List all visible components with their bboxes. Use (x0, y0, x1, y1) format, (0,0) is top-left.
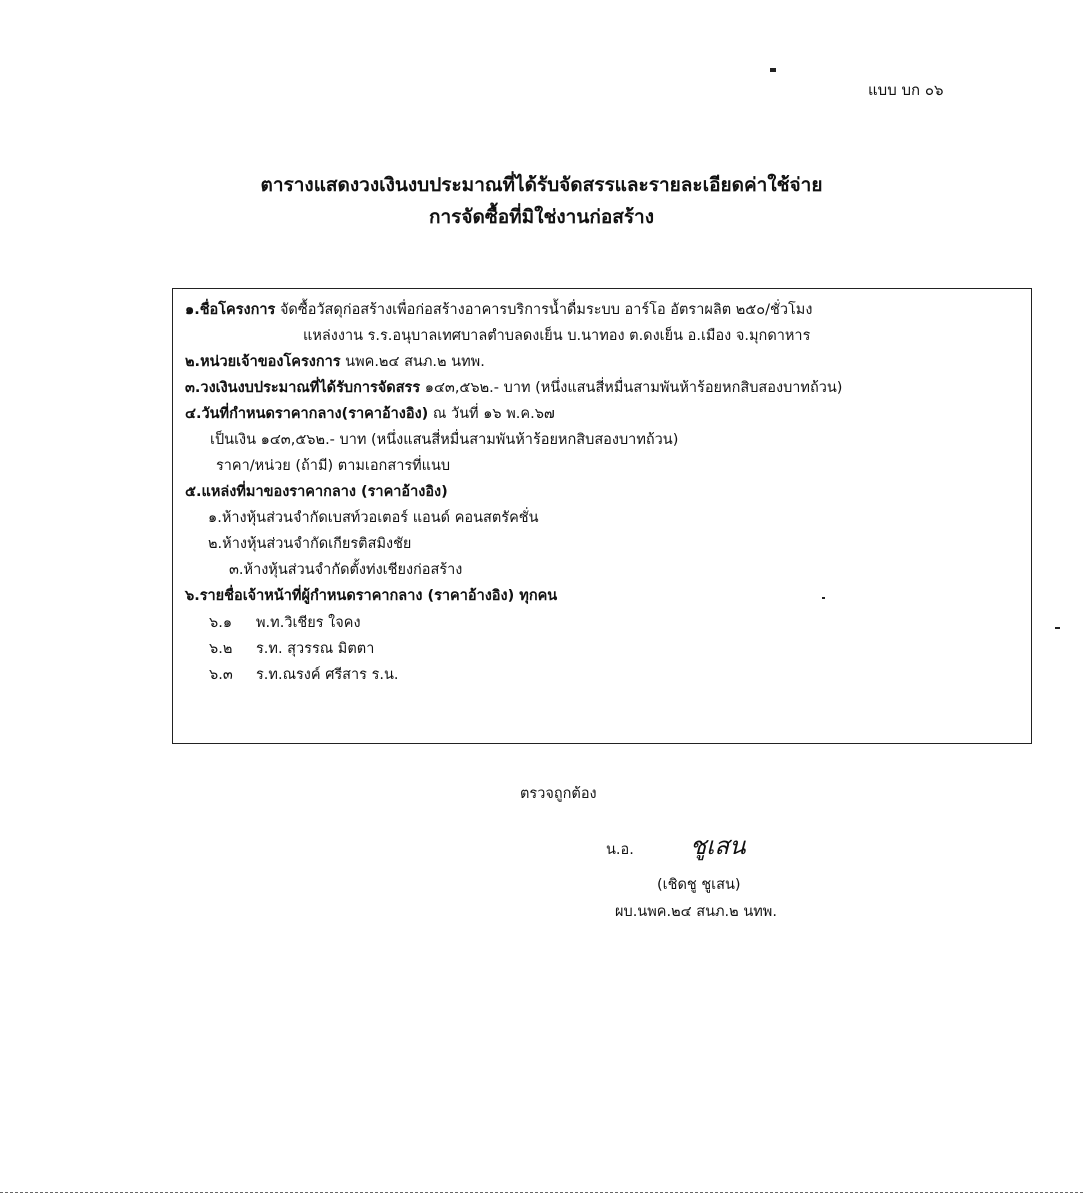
project-location: แหล่งงาน ร.ร.อนุบาลเทศบาลตำบลดงเย็น บ.นาทอง ต.ดงเย็น อ.เมือง จ.มุกดาหาร (303, 328, 811, 344)
page-title: ตารางแสดงวงเงินงบประมาณที่ได้รับจัดสรรและรายละเอียดค่าใช้จ่าย (260, 174, 823, 196)
signer-name: (เชิดชู ชูเสน) (657, 877, 741, 893)
page-subtitle: การจัดซื้อที่มิใช่งานก่อสร้าง (429, 206, 654, 228)
budget-value: ๑๔๓,๕๖๒.- บาท (หนึ่งแสนสี่หมื่นสามพันห้าร้อยหกสิบสองบาทถ้วน) (424, 380, 843, 396)
project-owner-label: ๒.หน่วยเจ้าของโครงการ (185, 354, 341, 370)
project-owner-row (185, 350, 485, 373)
official-name: พ.ท.วิเชียร ใจคง (256, 615, 361, 631)
form-code: แบบ บก ๐๖ (868, 81, 944, 99)
official-name: ร.ท. สุวรรณ มิตตา (256, 641, 375, 657)
official-number: ๖.๓ (209, 667, 233, 683)
price-source-item: ๒.ห้างหุ้นส่วนจำกัดเกียรติสมิงชัย (208, 536, 412, 552)
official-number: ๖.๒ (209, 641, 233, 657)
scan-speck (1055, 627, 1060, 629)
official-number: ๖.๑ (209, 615, 233, 631)
officials-label: ๖.รายชื่อเจ้าหน้าที่ผู้กำหนดราคากลาง (ราคาอ้างอิง) ทุกคน (185, 588, 558, 604)
signer-rank: น.อ. (606, 842, 634, 858)
budget-label: ๓.วงเงินงบประมาณที่ได้รับการจัดสรร (185, 380, 421, 396)
signature: ชูเสน (690, 832, 746, 860)
reference-date-value: ณ วันที่ ๑๖ พ.ค.๖๗ (432, 406, 555, 422)
project-owner-value: นพค.๒๔ สนภ.๒ นทพ. (345, 354, 485, 370)
reference-date-label: ๔.วันที่กำหนดราคากลาง(ราคาอ้างอิง) (185, 406, 429, 422)
scan-speck (822, 597, 825, 599)
signer-position: ผบ.นพค.๒๔ สนภ.๒ นทพ. (615, 904, 777, 920)
price-source-item: ๑.ห้างหุ้นส่วนจำกัดเบสท์วอเตอร์ แอนด์ คอนสตรัคชั่น (208, 510, 539, 526)
price-sources-label: ๕.แหล่งที่มาของราคากลาง (ราคาอ้างอิง) (185, 484, 448, 500)
unit-price: ราคา/หน่วย (ถ้ามี) ตามเอกสารที่แนบ (216, 458, 451, 474)
reference-amount: เป็นเงิน ๑๔๓,๕๖๒.- บาท (หนึ่งแสนสี่หมื่นสามพันห้าร้อยหกสิบสองบาทถ้วน) (210, 432, 679, 448)
verify-text: ตรวจถูกต้อง (520, 786, 597, 802)
project-name-label: ๑.ชื่อโครงการ (185, 302, 276, 318)
official-name: ร.ท.ณรงค์ ศรีสาร ร.น. (256, 667, 399, 683)
project-name-row (185, 298, 812, 321)
scan-speck (770, 68, 776, 72)
price-source-item: ๓.ห้างหุ้นส่วนจำกัดตั้งท่งเชียงก่อสร้าง (229, 562, 463, 578)
scan-edge (0, 1192, 1083, 1193)
reference-date-row (185, 402, 555, 425)
budget-row (185, 376, 842, 399)
project-name-value: จัดซื้อวัสดุก่อสร้างเพื่อก่อสร้างอาคารบริการน้ำดื่มระบบ อาร์โอ อัตราผลิต ๒๕๐/ชั่วโมง (279, 302, 813, 318)
